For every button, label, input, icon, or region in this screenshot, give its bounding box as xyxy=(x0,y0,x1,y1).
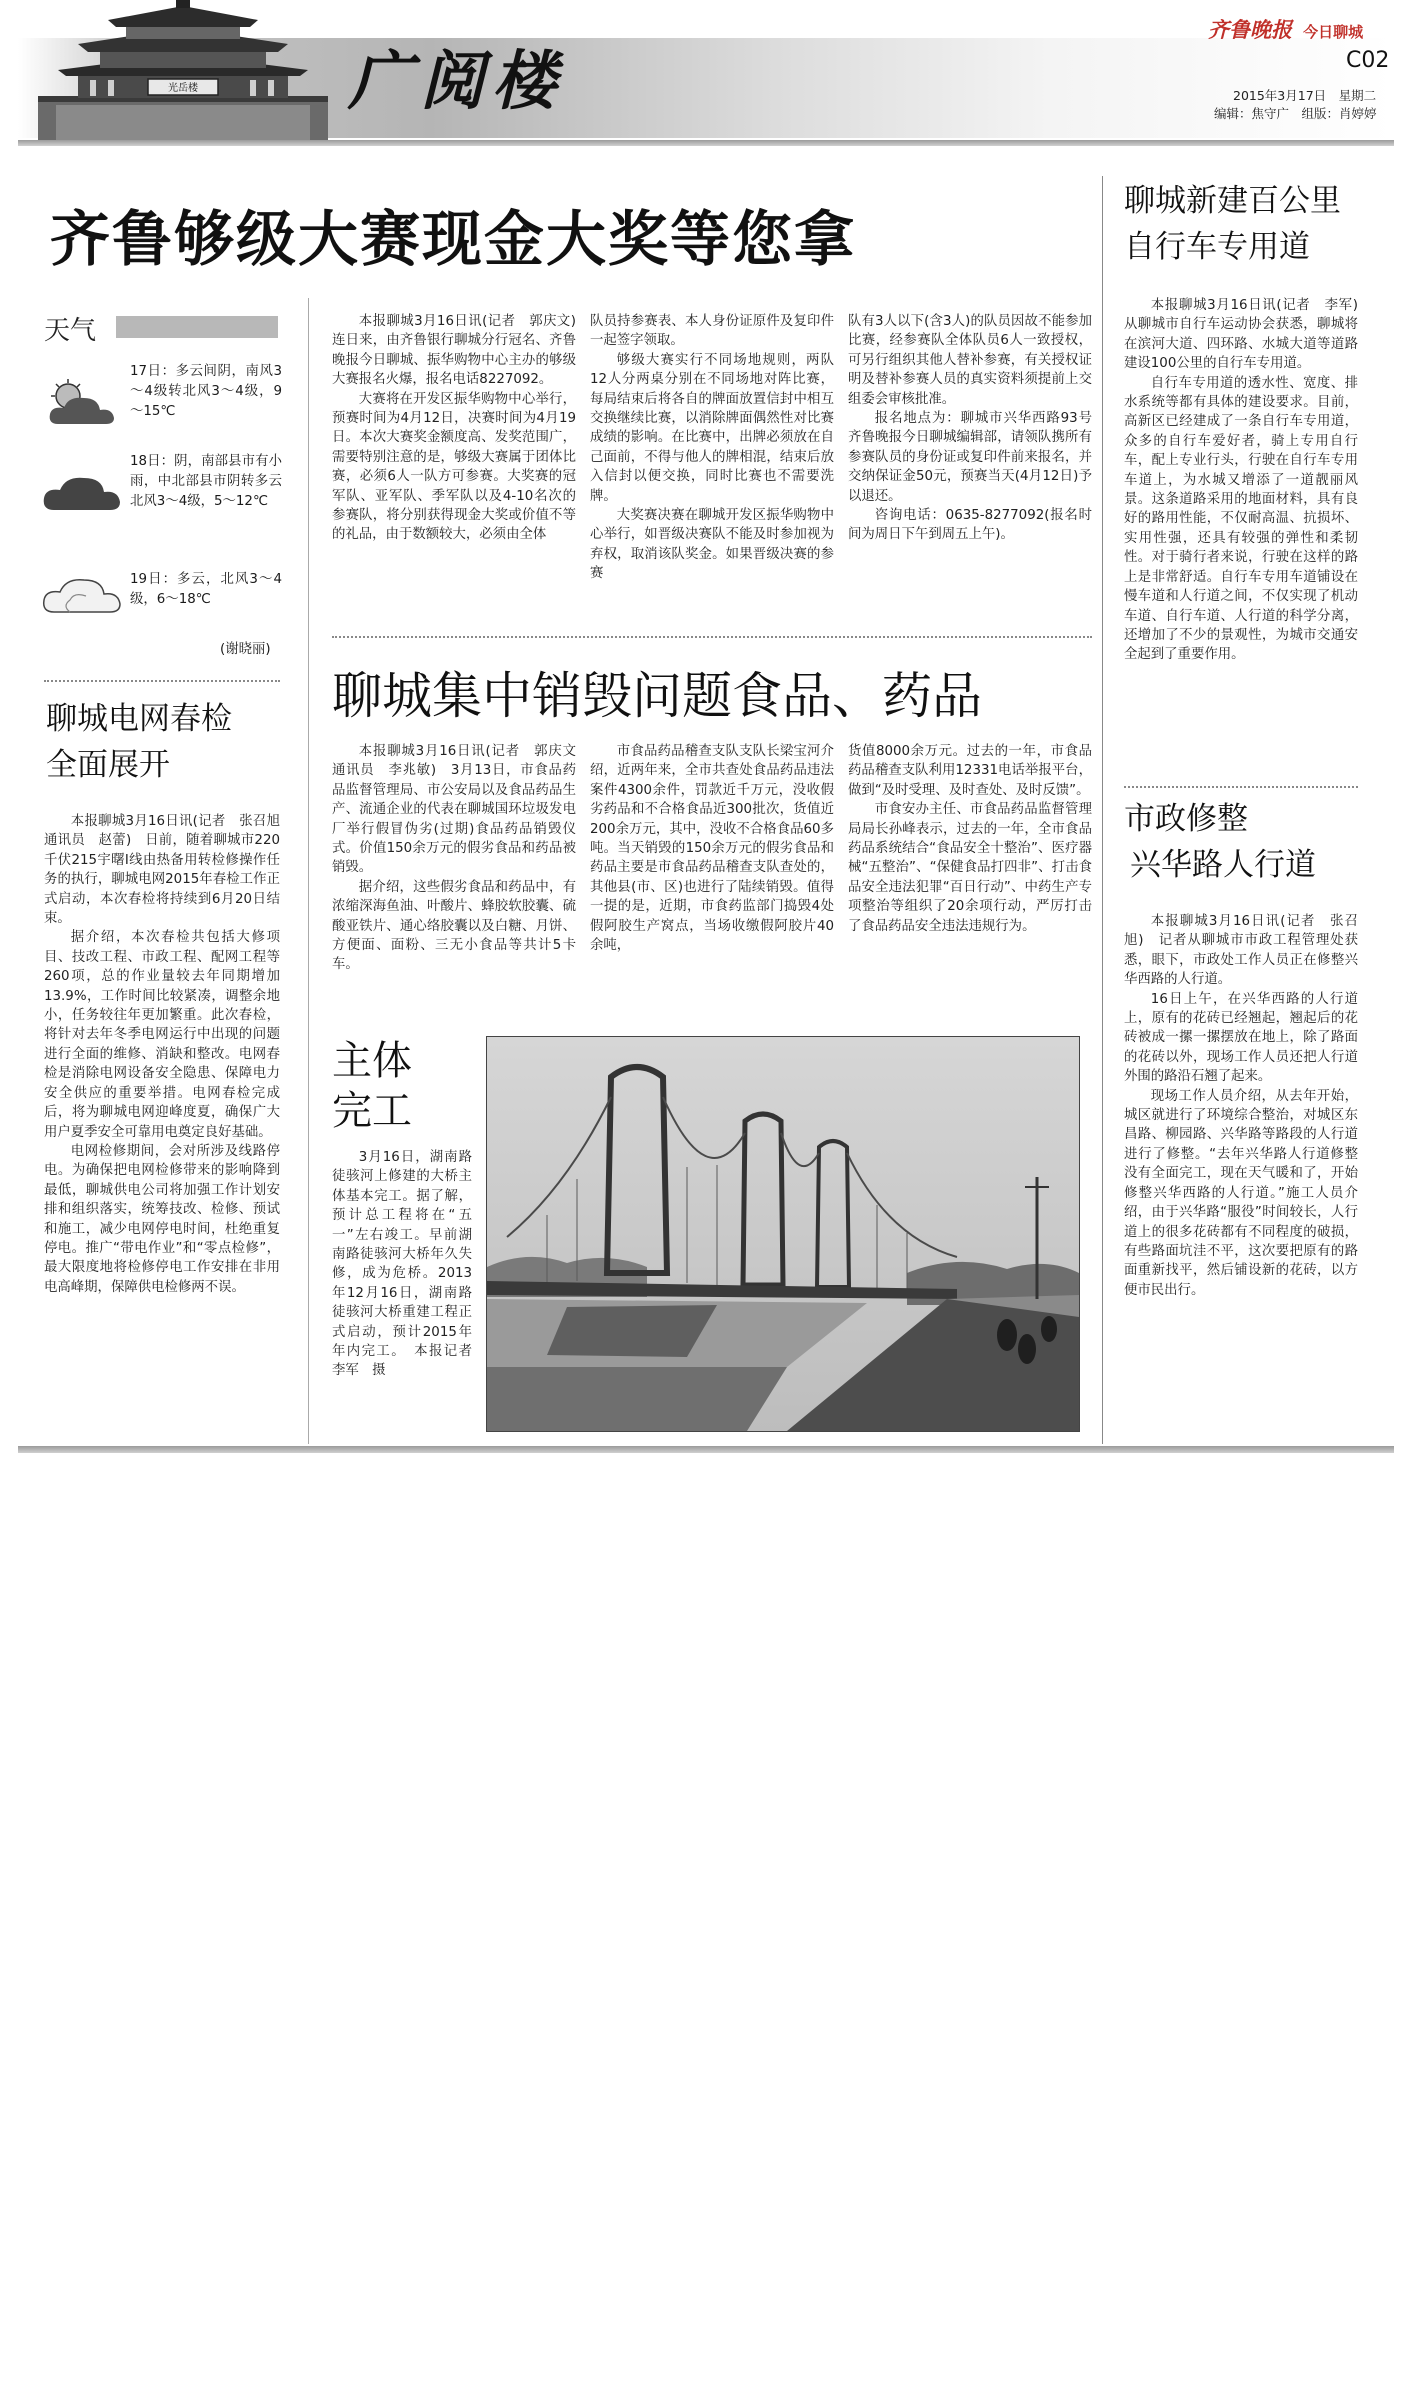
main-paragraph: 大赛将在开发区振华购物中心举行，预赛时间为4月12日，决赛时间为4月19日。本次大赛奖金额度高、发奖范围广，需要特别注意的是，够级大赛属于团体比赛，必须6人一队方可参赛。大奖赛的冠军队、亚军队、季军队以及4-10名次的参赛队，将分别获得现金大奖或价值不等的礼品，由于数额较大，必须由全体 xyxy=(332,391,576,543)
bridge-photo-illustration xyxy=(487,1037,1079,1431)
drug-story-col-1 xyxy=(332,742,590,975)
right-column-rule xyxy=(1102,176,1103,1444)
editor-credits: 编辑：焦守广 组版：肖婷婷 xyxy=(1214,106,1377,121)
grid-story-paragraph: 电网检修期间，会对所涉及线路停电。为确保把电网检修带来的影响降到最低，聊城供电公司将加强工作计划安排和组织落实，统筹技改、检修、预试和施工，减少电网停电时间，杜绝重复停电。推广“带电作业”和“零点检修”，最大限度地将检修停电工作安排在非用电高峰期，保障供电检修两不误。 xyxy=(44,1143,280,1295)
weather-label-bar xyxy=(116,316,278,338)
left-column-rule xyxy=(308,298,309,1444)
main-article-col-2 xyxy=(590,312,834,584)
edition-label: 今日聊城 xyxy=(1303,23,1364,41)
weather-day-3-text: 19日：多云，北风3～4级，6～18℃ xyxy=(130,572,282,607)
building-plaque: 光岳楼 xyxy=(168,83,198,94)
drug-story-title: 聊城集中销毁问题食品、药品 xyxy=(332,667,982,725)
main-paragraph: 够级大赛实行不同场地规则，两队12人分两桌分别在不同场地对阵比赛，每局结束后将各自的牌面放置信封中相互交换继续比赛，以消除牌面偶然性对比赛成绩的影响。在比赛中，出牌必须放在自己面前，不得与他人的牌相混，结束后放入信封以便交换，同时比赛也不需要洗牌。 xyxy=(590,352,834,504)
sidewalk-story-paragraph: 现场工作人员介绍，从去年开始，城区就进行了环境综合整治，对城区东昌路、柳园路、兴华路等路段的人行道进行了修整。“去年兴华路人行道修整没有全面完工，现在天气暖和了，开始修整兴华西路的人行道。”施工人员介绍，由于兴华路“服役”时间较长，人行道上的很多花砖都有不同程度的破损，有些路面坑洼不平，这次要把原有的路面重新找平，然后铺设新的花砖，以方便市民出行。 xyxy=(1124,1088,1358,1298)
bike-story-paragraph: 自行车专用道的透水性、宽度、排水系统等都有具体的建设要求。目前，高新区已经建成了一条自行车专用道，众多的自行车爱好者，骑上专用自行车，配上专业行头，行驶在自行车专用车道上，为水城又增添了一道靓丽风景。这条道路采用的地面材料，具有良好的路用性能，不仅耐高温、抗损坏、实用性强，还具有较强的弹性和柔韧性。对于骑行者来说，行驶在这样的路上是非常舒适。自行车专用车道铺设在慢车道和人行道之间，不仅实现了机动车道、自行车道、人行道的科学分离，还增加了不少的景观性，为城市交通安全起到了重要作用。 xyxy=(1124,375,1358,663)
drug-paragraph: 据介绍，这些假劣食品和药品中，有浓缩深海鱼油、叶酸片、蜂胶软胶囊、硫酸亚铁片、通心络胶囊以及白糖、月饼、方便面、面粉、三无小食品等共计5卡车。 xyxy=(332,879,576,973)
drug-paragraph: 市食安办主任、市食品药品监督管理局局长孙峰表示，过去的一年，全市食品药品系统结合“食品安全十整治”、医疗器械“五整治”、“保健食品打四非”、打击食品安全违法犯罪“百日行动”、中药生产专项整治等组织了20余项行动，严厉打击了食品药品安全违法违规行为。 xyxy=(848,802,1092,934)
masthead xyxy=(18,0,1394,150)
paper-brand xyxy=(1208,14,1363,44)
bridge-photo xyxy=(486,1036,1080,1432)
main-article-col-1 xyxy=(332,312,590,545)
drug-paragraph: 市食品药品稽查支队支队长梁宝河介绍，近两年来，全市共查处食品药品违法案件4300余件，罚款近千万元，没收假劣药品和不合格食品近300批次，货值近200余万元，其中，没收不合格食品60多吨。当天销毁的150余万元的假劣食品和药品主要是市食品药品稽查支队查处的，其他县(市、区)也进行了陆续销毁。值得一提的是，近期，市食药监部门捣毁4处假阿胶生产窝点，当场收缴假阿胶片40余吨， xyxy=(590,744,834,954)
bridge-caption-text: 3月16日，湖南路徒骇河上修建的大桥主体基本完工。据了解，预计总工程将在“五一”左右竣工。早前湖南路徒骇河大桥年久失修，成为危桥。2013年12月16日，湖南路徒骇河大桥重建工程正式启动，预计2015年年内完工。 本报记者 李军 摄 xyxy=(332,1150,486,1379)
grid-story-body xyxy=(44,812,294,1297)
sidewalk-story-body xyxy=(1124,912,1358,1300)
main-headline: 齐鲁够级大赛现金大奖等您拿 xyxy=(50,205,856,275)
main-paragraph: 队员持参赛表、本人身份证原件及复印件一起签字领取。 xyxy=(590,314,834,349)
main-paragraph: 本报聊城3月16日讯(记者 郭庆文) 连日来，由齐鲁银行聊城分行冠名、齐鲁晚报今日聊城、振华购物中心主办的够级大赛报名火爆，报名电话8227092。 xyxy=(332,314,590,388)
drug-story-col-3 xyxy=(848,742,1092,936)
sidewalk-story-paragraph: 本报聊城3月16日讯(记者 张召旭) 记者从聊城市市政工程管理处获悉，眼下，市政处工作人员正在修整兴华西路的人行道。 xyxy=(1124,914,1358,988)
masthead-rule xyxy=(18,140,1394,146)
sidewalk-story-paragraph: 16日上午，在兴华西路的人行道上，原有的花砖已经翘起，翘起后的花砖被成一摞一摞摆放在地上，除了路面的花砖以外，现场工作人员还把人行道外围的路沿石翘了起来。 xyxy=(1124,991,1358,1085)
weather-day-1 xyxy=(40,362,282,442)
drug-story-col-2 xyxy=(590,742,834,955)
weather-day-2 xyxy=(40,452,282,532)
section-title: 广阅楼 xyxy=(348,44,564,119)
issue-date: 2015年3月17日 星期二 xyxy=(1233,88,1377,103)
bike-story-title-line-2: 自行车专用道 xyxy=(1124,229,1310,265)
grid-story-paragraph: 据介绍，本次春检共包括大修项目、技改工程、市政工程、配网工程等260项，总的作业量较去年同期增加13.9%，工作时间比较紧凑，调整余地小，任务较往年更加繁重。此次春检，将针对去年冬季电网运行中出现的问题进行全面的维修、消缺和整改。电网春检是消除电网设备安全隐患、保障电力安全供应的重要举措。电网春检完成后，将为聊城电网迎峰度夏，确保广大用户夏季安全可靠用电奠定良好基础。 xyxy=(44,930,280,1140)
bridge-story-title xyxy=(332,1036,412,1136)
drug-story-rule xyxy=(332,636,1092,638)
bike-story-title-line-1: 聊城新建百公里 xyxy=(1124,183,1341,219)
bike-story-title xyxy=(1124,178,1374,270)
right-divider xyxy=(1124,786,1358,788)
drug-paragraph: 本报聊城3月16日讯(记者 郭庆文 通讯员 李兆敏) 3月13日，市食品药品监督管理局、市公安局以及食品药品生产、流通企业的代表在聊城国环垃圾发电厂举行假冒伪劣(过期)食品药品销毁仪式。价值150余万元的假劣食品和药品被销毁。 xyxy=(332,744,590,876)
left-divider xyxy=(44,680,280,682)
weather-day-3 xyxy=(40,570,282,630)
main-paragraph: 报名地点为：聊城市兴华西路93号齐鲁晚报今日聊城编辑部，请领队携所有参赛队员的身份证或复印件前来报名，并交纳保证金50元，预赛当天(4月12日)予以退还。 xyxy=(848,411,1092,504)
cloud-sun-icon xyxy=(40,378,126,430)
bridge-caption xyxy=(332,1148,486,1381)
cloud-icon xyxy=(40,572,126,620)
bridge-story-title-line-1: 主体 xyxy=(332,1038,412,1084)
main-paragraph: 咨询电话：0635-8277092(报名时间为周日下午到周五上午)。 xyxy=(848,508,1092,543)
drug-paragraph: 货值8000余万元。过去的一年，市食品药品稽查支队利用12331电话举报平台，做到“及时受理、及时查处、及时反馈”。 xyxy=(848,744,1092,798)
grid-story-title-line-1: 聊城电网春检 xyxy=(46,701,232,737)
tower-illustration xyxy=(38,0,328,142)
sidewalk-story-title-line-1: 市政修整 xyxy=(1124,801,1248,837)
sidewalk-story-title xyxy=(1124,796,1374,888)
grid-story-title-line-2: 全面展开 xyxy=(46,747,170,783)
bike-story-body xyxy=(1124,296,1372,665)
weather-label: 天气 xyxy=(44,316,97,346)
main-paragraph: 大奖赛决赛在聊城开发区振华购物中心举行，如晋级决赛队不能及时参加视为弃权，取消该队奖金。如果晋级决赛的参赛 xyxy=(590,508,834,582)
sidewalk-story-title-line-2: 兴华路人行道 xyxy=(1130,847,1316,883)
cloud-rain-icon xyxy=(40,470,126,520)
weather-credit: (谢晓丽) xyxy=(220,642,271,657)
grid-story-title xyxy=(46,696,232,788)
bridge-story-title-line-2: 完工 xyxy=(332,1088,412,1134)
weather-day-2-text: 18日：阴，南部县市有小雨，中北部县市阴转多云北风3～4级，5～12℃ xyxy=(130,454,282,509)
page-number: C02 xyxy=(1346,48,1390,73)
bike-story-paragraph: 本报聊城3月16日讯(记者 李军) 从聊城市自行车运动协会获悉，聊城将在滨河大道、四环路、水城大道等道路建设100公里的自行车专用道。 xyxy=(1124,298,1372,372)
bottom-rule xyxy=(18,1446,1394,1453)
weather-day-1-text: 17日：多云间阴，南风3～4级转北风3～4级，9～15℃ xyxy=(130,364,282,419)
grid-story-paragraph: 本报聊城3月16日讯(记者 张召旭 通讯员 赵蕾) 日前，随着聊城市220千伏215宇曙Ⅰ线由热备用转检修操作任务的执行，聊城电网2015年春检工作正式启动，本次春检将持续到6月20日结束。 xyxy=(44,814,294,927)
main-paragraph: 队有3人以下(含3人)的队员因故不能参加比赛，经参赛队全体队员6人一致授权，可另行组织其他人替补参赛，有关授权证明及替补参赛人员的真实资料须提前上交组委会审核批准。 xyxy=(848,314,1092,407)
main-article-col-3 xyxy=(848,312,1092,545)
paper-name: 齐鲁晚报 xyxy=(1208,17,1292,42)
